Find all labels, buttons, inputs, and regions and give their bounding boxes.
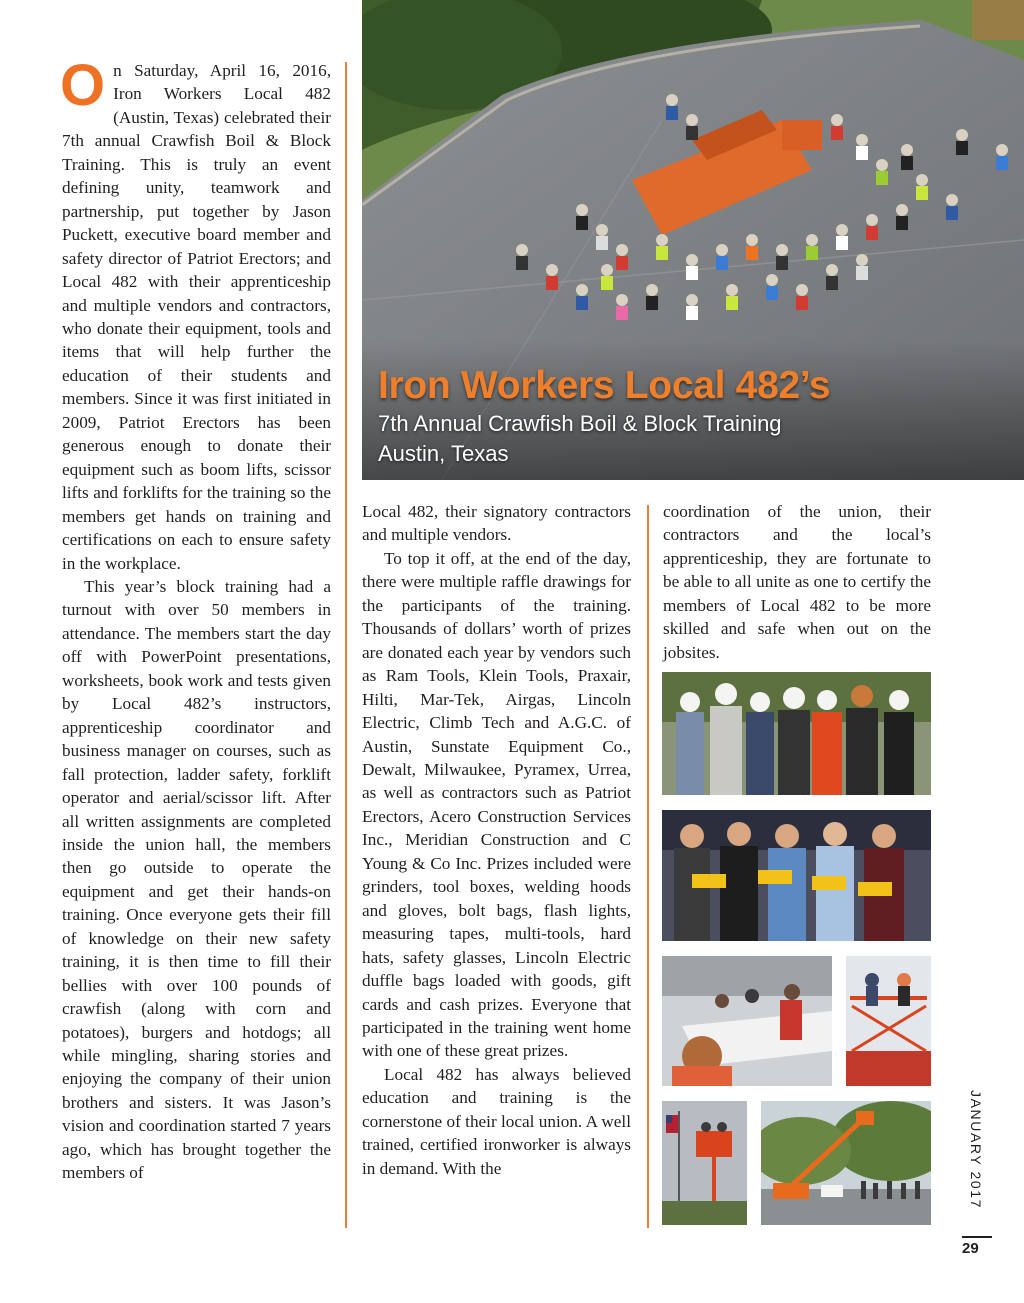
drop-cap: O	[60, 53, 106, 118]
article-paragraph: coordination of the union, their contractors and the local’s apprenticeship, they are fortunate to be able to all unite as one to certify the members of Local 482 to be more skilled and safe when out on the jobsites.	[663, 502, 931, 662]
article-paragraph: Local 482 has always believed education and training is the cornerstone of their local union. A well trained, certified ironworker is always in demand. With the	[362, 1064, 631, 1178]
photo-flag-boom-lift	[662, 1101, 747, 1225]
page-number-rule	[962, 1236, 992, 1238]
photo-prize-winners	[662, 810, 931, 941]
hero-photo	[362, 0, 1024, 480]
page-number: 29	[962, 1240, 979, 1257]
issue-date: JANUARY 2017	[968, 1090, 984, 1210]
article-column-1	[60, 53, 331, 1185]
aerial-group-photo	[362, 0, 1024, 480]
photo-workers-harnesses	[662, 672, 931, 795]
article-paragraph: To top it off, at the end of the day, there were multiple raffle drawings for the participants of the training. Thousands of dollars’ worth of prizes are donated each year by vendors such as Ram Tools, Klein Tools, Praxair, Hilti, Mar-Tek, Airgas, Lincoln Electric, Climb Tech and A.G.C. of Austin, Sunstate Equipment Co., Dewalt, Milwaukee, Pyramex, Urrea, as well as contractors such as Patriot Erectors, Acero Construction Services Inc., Meridian Construction and C Young & Co Inc. Prizes included were grinders, tool boxes, welding hoods and gloves, bolt bags, flash lights, measuring tapes, multi-tools, hard hats, safety glasses, Lincoln Electric duffle bags loaded with goods, gift cards and cash prizes. Everyone that participated in the training went home with one of these great prizes.	[362, 548, 631, 1061]
photo-classroom	[662, 956, 832, 1086]
hero-location: Austin, Texas	[378, 441, 509, 466]
article-paragraph: Local 482, their signatory contractors and multiple vendors.	[362, 502, 631, 545]
column-divider	[647, 505, 649, 1228]
article-column-2	[362, 500, 631, 1180]
hero-subtitle: 7th Annual Crawfish Boil & Block Training	[378, 411, 782, 436]
paragraph-text: n Saturday, April 16, 2016, Iron Workers Local 482 (Austin, Texas) celebrated their 7th annual Crawfish Boil & Block Training. This is truly an event defining unity, teamwork and partnership, put together by Jason Puckett, executive board member and safety director of Patriot Erectors; and Local 482 with their apprenticeship and multiple vendors and contractors, who donate their equipment, tools and items that will help further the education of their students and members. Since it was first initiated in 2009, Patriot Erectors has been generous enough to donate their equipment such as boom lifts, scissor lifts and forklifts for the training so the members get hands on training and certifications on each to ensure safety in the workplace.	[62, 61, 331, 573]
column-divider	[345, 62, 347, 1228]
hero-title: Iron Workers Local 482’s	[378, 364, 831, 407]
article-paragraph: This year’s block training had a turnout with over 50 members in attendance. The members start the day off with PowerPoint presentations, worksheets, book work and tests given by Local 482’s instructors, apprenticeship coordinator and business manager on courses, such as fall protection, ladder safety, forklift operator and aerial/scissor lift. After all written assignments are completed inside the union hall, the members then go outside to operate the equipment and get their hands-on training. Once everyone gets their fill of knowledge on their new safety training, it is then time to fill their bellies with over 100 pounds of crawfish (along with corn and potatoes), burgers and hotdogs; all while mingling, sharing stories and enjoying the company of their union brothers and sisters. It was Jason’s vision and coordination started 7 years ago, which has brought together the members of	[62, 576, 331, 1183]
photo-scissor-lift	[846, 956, 931, 1086]
article-paragraph	[60, 53, 331, 575]
article-column-3	[663, 500, 931, 664]
photo-boom-lift-yard	[761, 1101, 931, 1225]
